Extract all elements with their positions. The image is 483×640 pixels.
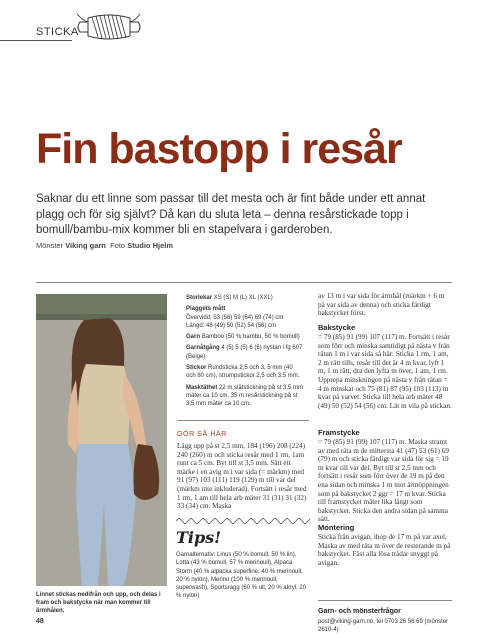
content-divider <box>36 282 452 283</box>
size-value: XS (S) M (L) XL (XXL) <box>213 295 273 301</box>
photo-caption: Linnet stickas nedifrån och upp, och delas i fram och bakstycke när man kommer till ärmhålen. <box>36 592 161 614</box>
model-illustration <box>36 294 167 586</box>
measure-bust: Övervidd: 53 (56) 59 (64) 69 (74) cm <box>186 314 284 321</box>
yarn-skein-icon <box>74 10 144 44</box>
credits-design-value: Viking garn <box>65 241 106 250</box>
how-text: Lägg upp på st 2,5 mm, 184 (196) 208 (224) 240 (260) m och sticka resår med 1 rm, 1am runt ca 5 cm. Byt till st 3,5 mm. Sätt ett märke i en avig m i var sida (= märkm) med 91 (97) 103 (111) 119 (129) m till var del (märkm inte inkluderad). Fortsätt i resår med 1 rm, 1 am till hela arb mäter 31 (31) 31 (32) 33 (34) cm. Maska <box>177 442 307 511</box>
credits-line <box>36 241 173 250</box>
size-label: Storlekar <box>186 295 213 301</box>
front-heading: Framstycke <box>318 428 360 437</box>
credits-photo-label: Foto <box>110 241 126 250</box>
model-photo <box>36 294 167 586</box>
intro-paragraph: Saknar du ett linne som passar till det mesta och är fint både under ett annat plagg och för sig självt? Då kan du sluta leta – denna resårstickade topp i bomull/bambu-mix kommer bli en stapelvara i garderoben. <box>36 193 426 236</box>
spec-divider <box>177 420 309 421</box>
measure-heading: Plaggets mått <box>186 306 226 313</box>
back-heading: Bakstycke <box>318 323 356 332</box>
measure-length: Längd: 48 (49) 50 (52) 54 (56) cm <box>186 322 277 329</box>
assembly-text: Sticka från avigan, ihop de 17 m på var axel. Maska av med räta m över de resterande m på bakstycket. Fäst alla lösa trådar snyggt på avigan. <box>318 533 451 567</box>
zigzag-divider <box>176 518 310 524</box>
assembly-heading: Montering <box>318 523 355 532</box>
front-text: = 79 (85) 91 (99) 107 (117) m. Maska stramt av med räta m de mittersta 41 (47) 53 (61) 69 (79) m och sticka färdigt var sida för sig = 19 m kvar till var del. Byt till st 2,5 mm och fortsätt i resår som förr över de 19 m på den ena sidan och minska 1 m mot ärmöppningen som på bakstycket 2 ggr = 17 m kvar. Sticka till framstycket mäter lika långt som bakstycket. Sticka den andra sidan på samma sätt. <box>318 438 449 524</box>
needles-value: Rundsticka 2,5 och 3, 5 mm (40 och 80 cm), strumpstickor 2,5 och 3,5 mm. <box>186 365 300 380</box>
how-heading: GÖR SÅ HÄR <box>177 431 227 438</box>
amount-value: 4 (5) 5 (5) 6 (6) nystan i fg 607 (Beige) <box>186 345 303 360</box>
contact-text: post@viking-garn.no, tel 0703 26 56 69 (mönster 2610-4) <box>318 619 449 633</box>
page-title: Fin bastopp i resår <box>36 125 402 173</box>
back-text: = 79 (85) 91 (99) 107 (117) m. Fortsätt i resår som förr och minska samtidigt på nästa v från rätan 1 m i var sida så här: Sticka 1 rm, 1 am, 2 m rätt tills, resår till det är 4 m kvar, lyft 1 m, 1 m rätt, dra den lyfta m över, 1 am, 1 rm. Upprepa minskningen på nästa v från rätan = 4 m minskat och 75 (81) 87 (95) 103 (113) m kvar på varvet. Sticka till hela arb mäter 48 (49) 50 (52) 54 (56) cm. Lät m vila på stickan. <box>318 333 452 410</box>
credits-photo-value: Studio Hjelm <box>127 241 174 250</box>
contact-heading: Garn- och mönsterfrågor <box>318 608 401 615</box>
yarn-value: Bamboo (50 % bambu, 50 % bomull) <box>201 334 300 341</box>
contact-divider <box>318 600 452 601</box>
col3-top-text: av 13 m i var sida för ärmhål (märkm + 6 m på var sida av denna) och sticka färdigt bakstycket först. <box>318 292 445 318</box>
credits-design-label: Mönster <box>36 241 64 250</box>
yarn-label: Garn <box>186 334 201 341</box>
spec-box <box>186 294 304 412</box>
needles-label: Stickor <box>186 365 207 372</box>
amount-label: Garnåtgång <box>186 345 220 352</box>
gauge-value: 22 m slätstickning på st 3,5 mm mäter ca 10 cm. 35 m resårstickning på st 3,5 mm mäter ca 10 cm. <box>186 384 304 408</box>
tips-text: Garnalternativ: Linus (50 % bomull, 50 % lin), Lotta (43 % bomull, 57 % merinoull), Alpaca Storm (40 % alpacka superfine, 40 % merinoull, 20 % nylon), Merino (100 % merinoull, superwash), Sportsragg (60 % ull, 20 % akryl, 20 % nylon) <box>176 552 307 600</box>
gauge-label: Masktäthet <box>186 384 218 391</box>
header-rule <box>0 40 72 41</box>
page-number: 48 <box>36 618 44 625</box>
tips-heading: Tips! <box>176 528 222 547</box>
section-label: STICKA <box>36 26 79 38</box>
